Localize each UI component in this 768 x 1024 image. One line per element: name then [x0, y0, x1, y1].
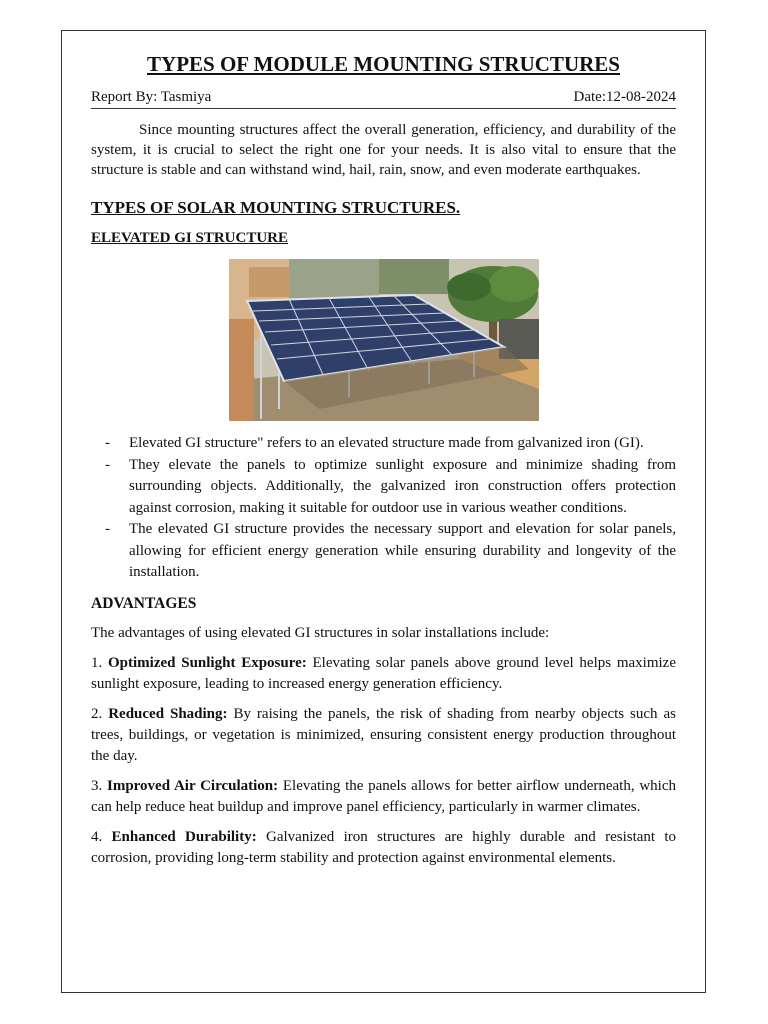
bullet-text: The elevated GI structure provides the necessary support and elevation for solar panels, allowing for efficient energy generation while ensuring durability and longevity of the installation. — [129, 521, 676, 580]
document-title: TYPES OF MODULE MOUNTING STRUCTURES — [147, 52, 620, 76]
advantage-text: Galvanized iron structures are highly durable and resistant to corrosion, providing long-term stability and protection against environmental elements. — [91, 828, 677, 866]
advantage-text: Elevating the panels allows for better airflow underneath, which can help reduce heat buildup and improve panel efficiency, particularly in warmer climates. — [91, 777, 676, 815]
document-body — [91, 50, 676, 869]
advantage-title: Optimized Sunlight Exposure: — [108, 654, 307, 671]
advantages-intro: The advantages of using elevated GI structures in solar installations include: — [91, 624, 550, 641]
advantage-title: Improved Air Circulation: — [106, 777, 279, 794]
bullet-marker: - — [105, 435, 110, 451]
advantage-title: Reduced Shading: — [108, 705, 228, 722]
advantage-number: 3. — [91, 777, 103, 794]
solar-rooftop-photo — [229, 259, 539, 421]
section-heading: TYPES OF SOLAR MOUNTING STRUCTURES. — [91, 198, 461, 217]
advantage-text: Elevating solar panels above ground level helps maximize sunlight exposure, leading to increased energy generation efficiency. — [91, 654, 676, 692]
list-item — [91, 455, 676, 520]
advantage-item — [91, 827, 676, 869]
bullet-text: They elevate the panels to optimize sunlight exposure and minimize shading from surrounding objects. Additionally, the galvanized iron construction offers protection against corrosion, making it suitable for outdoor use in various weather conditions. — [129, 456, 676, 516]
advantages-heading: ADVANTAGES — [91, 594, 197, 612]
structure-bullet-list — [91, 433, 676, 584]
bullet-text: Elevated GI structure" refers to an elevated structure made from galvanized iron (GI). — [129, 435, 644, 451]
report-date: Date:12-08-2024 — [573, 89, 676, 105]
advantage-item — [91, 704, 676, 767]
report-meta — [91, 88, 676, 109]
bullet-marker: - — [105, 521, 110, 537]
list-item — [91, 519, 676, 584]
advantage-number: 4. — [91, 828, 103, 845]
bullet-marker: - — [105, 456, 110, 473]
advantage-item — [91, 776, 676, 818]
advantage-text: By raising the panels, the risk of shading from nearby objects such as trees, buildings, or vegetation is minimized, ensuring consistent energy production throughout the day. — [91, 705, 676, 764]
intro-paragraph: Since mounting structures affect the overall generation, efficiency, and durability of the system, it is crucial to select the right one for your needs. It is also vital to ensure that the structure is stable and can withstand wind, hail, rain, snow, and even moderate earthquakes. — [91, 122, 676, 178]
advantage-number: 1. — [91, 654, 103, 671]
advantage-number: 2. — [91, 705, 103, 722]
list-item — [91, 433, 676, 455]
advantage-item — [91, 653, 676, 695]
report-author: Report By: Tasmiya — [91, 89, 212, 105]
advantage-title: Enhanced Durability: — [111, 828, 257, 845]
subsection-heading: ELEVATED GI STRUCTURE — [91, 230, 288, 246]
